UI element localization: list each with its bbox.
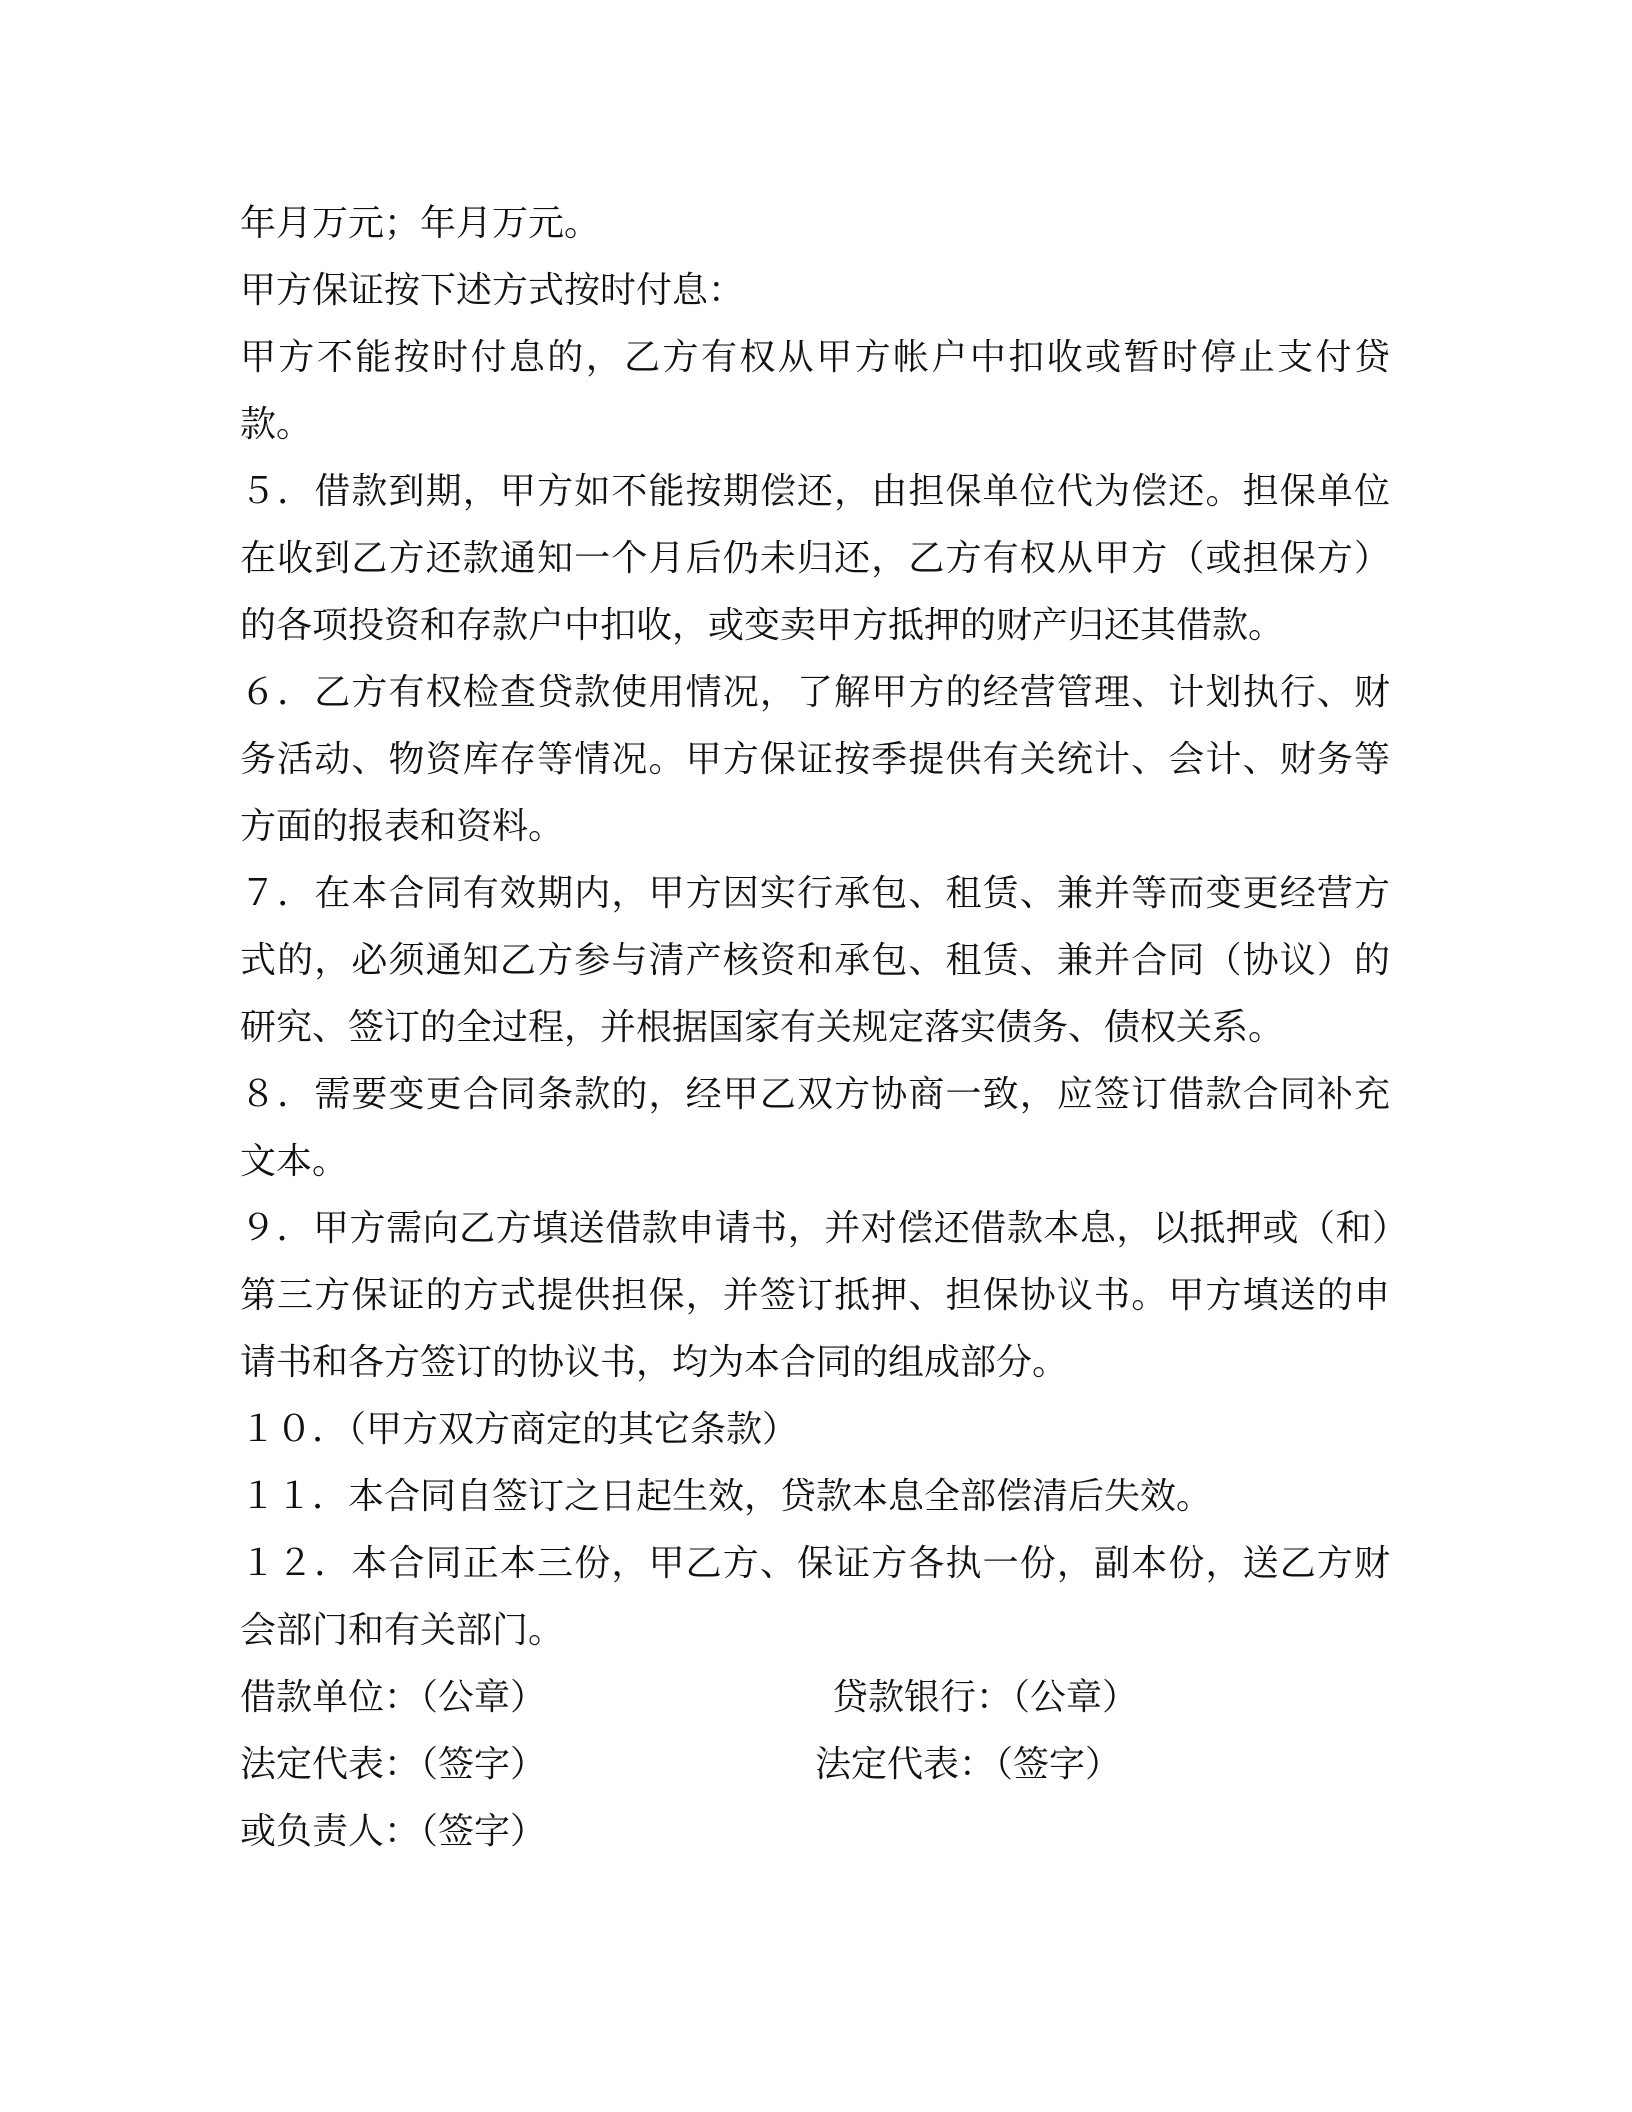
clause-8: ８．需要变更合同条款的，经甲乙双方协商一致，应签订借款合同补充文本。 <box>240 1074 1390 1182</box>
clause-12: １２．本合同正本三份，甲乙方、保证方各执一份，副本份，送乙方财会部门和有关部门。 <box>240 1543 1390 1651</box>
clause-11: １１．本合同自签订之日起生效，贷款本息全部偿清后失效。 <box>240 1476 1213 1517</box>
contract-body <box>240 190 1390 1865</box>
borrower-rep-signature: 法定代表：（签字） <box>240 1744 547 1785</box>
lender-bank-seal: 贷款银行：（公章） <box>832 1677 1139 1718</box>
clause-10: １０．（甲方双方商定的其它条款） <box>240 1409 799 1450</box>
signature-row-seal <box>240 1664 1390 1731</box>
clause-interest-amount: 年月万元；年月万元。 <box>240 203 601 244</box>
responsible-person-signature: 或负责人：（签字） <box>240 1811 547 1852</box>
clause-interest-method: 甲方保证按下述方式按时付息： <box>240 270 745 311</box>
clause-9: ９．甲方需向乙方填送借款申请书，并对偿还借款本息，以抵押或（和）第三方保证的方式提供担保，并签订抵押、担保协议书。甲方填送的申请书和各方签订的协议书，均为本合同的组成部分。 <box>240 1208 1390 1383</box>
signature-row-rep <box>240 1731 1390 1798</box>
clause-5: ５．借款到期，甲方如不能按期偿还，由担保单位代为偿还。担保单位在收到乙方还款通知一个月后仍未归还，乙方有权从甲方（或担保方）的各项投资和存款户中扣收，或变卖甲方抵押的财产归还其借款。 <box>240 471 1390 646</box>
lender-rep-signature: 法定代表：（签字） <box>815 1744 1122 1785</box>
clause-7: ７．在本合同有效期内，甲方因实行承包、租赁、兼并等而变更经营方式的，必须通知乙方参与清产核资和承包、租赁、兼并合同（协议）的研究、签订的全过程，并根据国家有关规定落实债务、债权关系。 <box>240 873 1390 1048</box>
signature-row-responsible <box>240 1798 1390 1865</box>
borrower-unit-seal: 借款单位：（公章） <box>240 1677 547 1718</box>
clause-late-interest: 甲方不能按时付息的，乙方有权从甲方帐户中扣收或暂时停止支付贷款。 <box>240 337 1390 445</box>
clause-6: ６．乙方有权检查贷款使用情况，了解甲方的经营管理、计划执行、财务活动、物资库存等情况。甲方保证按季提供有关统计、会计、财务等方面的报表和资料。 <box>240 672 1390 847</box>
